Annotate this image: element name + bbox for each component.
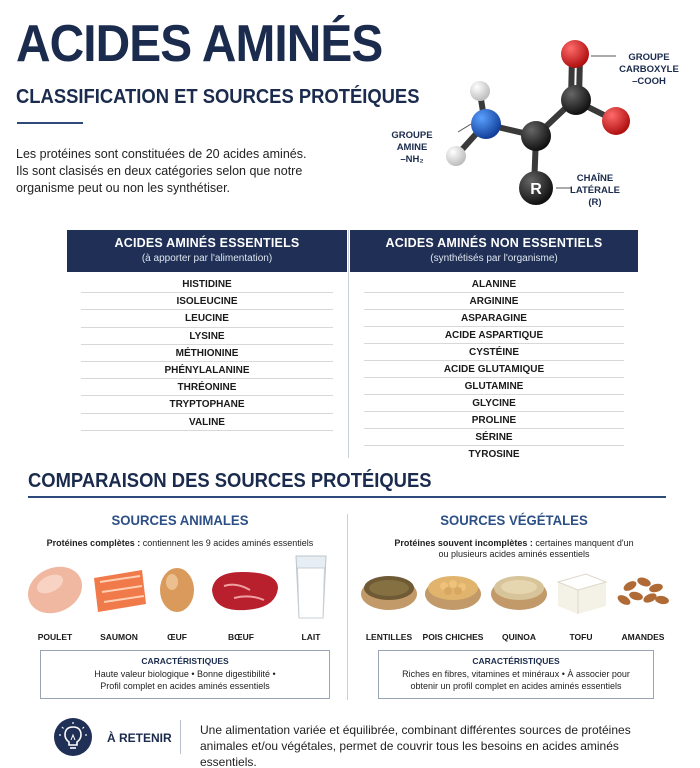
carboxyl-group-label: GROUPE CARBOXYLE –COOH [619,52,679,87]
characteristics-title: CARACTÉRISTIQUES [141,656,229,666]
table-row: LYSINE [81,328,333,345]
almonds-icon [610,560,676,620]
table-row: VALINE [81,414,333,431]
page-title: ACIDES AMINÉS [16,15,383,73]
intro-text: Les protéines sont constituées de 20 acides aminés. Ils sont clasisés en deux catégories selon que notre organisme peut ou non les synthétiser. [16,147,307,195]
chickpeas-bowl-icon [420,560,486,620]
chicken-icon [22,560,88,620]
essential-list [81,276,333,431]
sources-column-divider [347,514,348,700]
food-item-beef [206,560,276,642]
title-divider [17,122,83,124]
food-item-quinoa [484,560,554,642]
table-row: THRÉONINE [81,379,333,396]
amine-group-label: GROUPE AMINE –NH₂ [391,130,433,165]
food-label: QUINOA [502,632,536,642]
food-label: ŒUF [167,632,187,642]
table-row: PROLINE [364,412,624,429]
comparison-divider [28,496,666,498]
table-row: CYSTÉINE [364,344,624,361]
lightbulb-icon [54,718,92,756]
non-essential-heading: ACIDES AMINÉS NON ESSENTIELS [385,236,603,250]
plant-characteristics-box [378,650,654,699]
characteristics-line: Riches en fibres, vitamines et minéraux • À associer pour [402,669,630,679]
table-row: ACIDE GLUTAMIQUE [364,361,624,378]
animal-sources-title: SOURCES ANIMALES [111,512,249,528]
food-item-milk [276,560,346,642]
characteristics-line: Haute valeur biologique • Bonne digestibilité • [94,669,276,679]
table-row: SÉRINE [364,429,624,446]
plant-sources-section [354,512,674,702]
table-row: ALANINE [364,276,624,293]
food-label: POIS CHICHES [422,632,484,642]
oxygen-atom [561,40,589,68]
non-essential-amino-acids-table [350,230,638,463]
animal-foods-row [20,560,340,650]
retain-text: Une alimentation variée et équilibrée, combinant différentes sources de protéines animales et/ou végétales, permet de couvrir tous les besoins en acides aminés essentiels. [200,723,631,768]
characteristics-line: obtenir un profil complet en acides aminés essentiels [410,680,622,691]
food-label: BŒUF [228,632,254,642]
food-label: TOFU [569,632,593,642]
food-item-tofu [546,560,616,642]
non-essential-list [364,276,624,463]
hydrogen-atom [446,146,466,166]
food-label: LAIT [301,632,321,642]
carbon-atom [561,85,591,115]
side-chain-label: CHAÎNE LATÉRALE (R) [570,173,620,208]
page-subtitle: CLASSIFICATION ET SOURCES PROTÉIQUES [16,86,420,108]
food-item-chickpeas [418,560,488,642]
table-row: MÉTHIONINE [81,345,333,362]
retain-label: À RETENIR [107,731,172,745]
r-atom-label: R [530,181,542,198]
amino-acid-molecule-diagram [388,36,688,226]
characteristics-title: CARACTÉRISTIQUES [472,656,560,666]
quinoa-bowl-icon [486,560,552,620]
food-item-almonds [608,560,678,642]
hydrogen-atom [470,81,490,101]
food-label: LENTILLES [365,632,413,642]
nitrogen-atom [471,109,501,139]
table-row: ASPARAGINE [364,310,624,327]
table-row: HISTIDINE [81,276,333,293]
table-row: LEUCINE [81,310,333,327]
non-essential-subheading: (synthétisés par l'organisme) [430,253,558,264]
animal-sources-subtitle: Protéines complètes : contiennent les 9 acides aminés essentiels [46,538,314,548]
plant-foods-row [354,560,674,650]
food-item-egg [142,560,212,642]
essential-table-header [67,230,347,272]
table-row: ARGININE [364,293,624,310]
beef-icon [206,560,284,620]
carbon-atom [521,121,551,151]
food-label: POULET [37,632,73,642]
oxygen-atom [602,107,630,135]
table-row: GLUTAMINE [364,378,624,395]
characteristics-line: Profil complet en acides aminés essentiels [100,680,270,691]
table-row: TYROSINE [468,449,520,460]
food-label: SAUMON [100,632,138,642]
non-essential-table-header [350,230,638,272]
table-row: TRYPTOPHANE [81,396,333,413]
table-column-divider [348,230,349,458]
table-row: GLYCINE [364,395,624,412]
essential-amino-acids-table [67,230,347,431]
table-row: PHÉNYLALANINE [81,362,333,379]
animal-sources-section [20,512,340,702]
milk-glass-icon [278,554,344,620]
plant-sources-subtitle: Protéines souvent incomplètes : certaines manquent d'un ou plusieurs acides aminés essentiels [394,538,634,559]
table-row: ISOLEUCINE [81,293,333,310]
essential-heading: ACIDES AMINÉS ESSENTIELS [114,236,300,250]
animal-characteristics-box [40,650,330,699]
food-label: AMANDES [621,632,665,642]
food-item-chicken [20,560,90,642]
plant-sources-title: SOURCES VÉGÉTALES [440,512,588,528]
egg-icon [144,560,210,620]
lentils-bowl-icon [356,560,422,620]
essential-subheading: (à apporter par l'alimentation) [141,253,273,264]
food-item-lentils [354,560,424,642]
comparison-title: COMPARAISON DES SOURCES PROTÉIQUES [28,470,432,492]
table-row: ACIDE ASPARTIQUE [364,327,624,344]
retain-divider [180,720,181,754]
tofu-icon [548,560,614,620]
